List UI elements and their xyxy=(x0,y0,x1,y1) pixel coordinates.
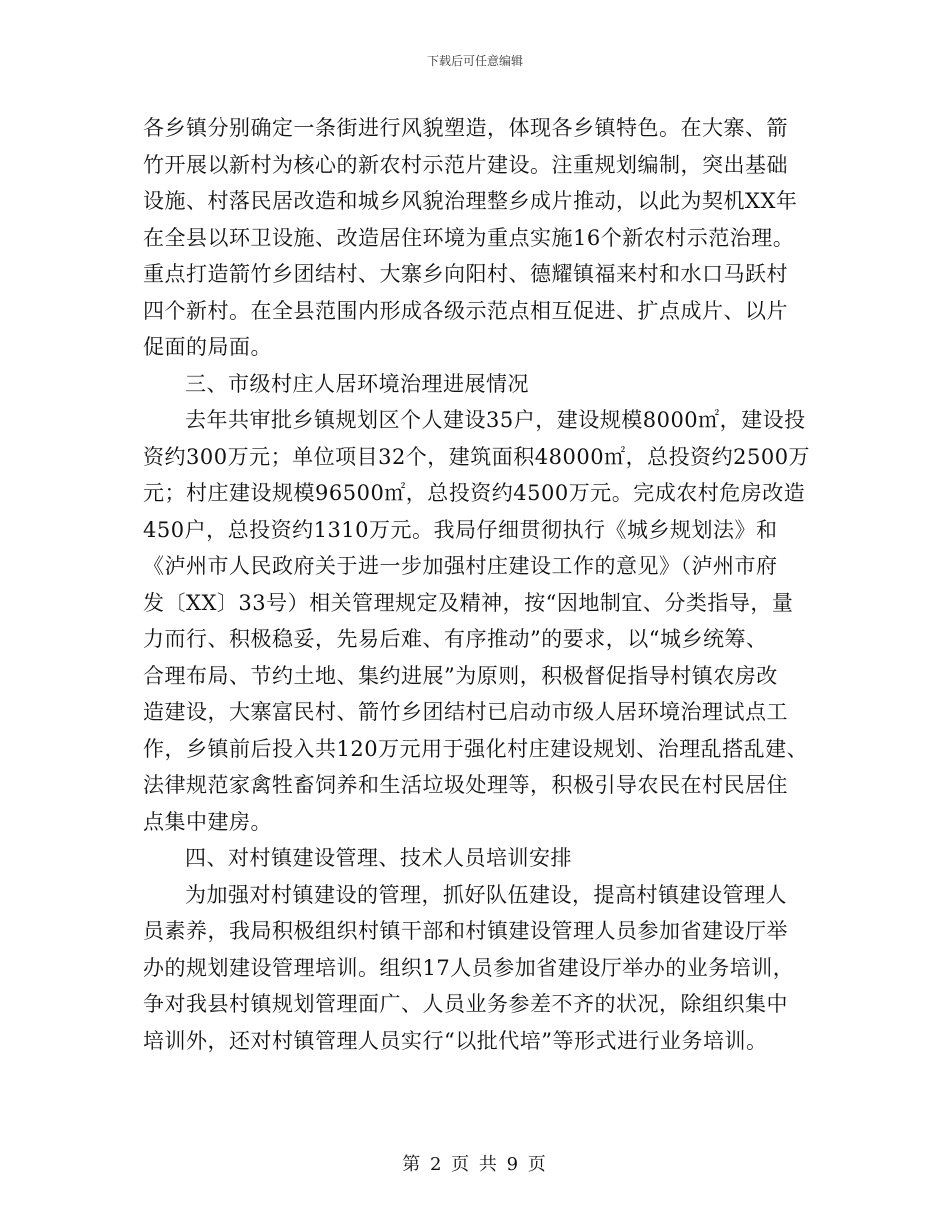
text-line: 点集中建房。 xyxy=(143,809,272,834)
text-line: 争对我县村镇规划管理面广、人员业务参差不齐的状况，除组织集中 xyxy=(143,992,788,1016)
text-line: 各乡镇分别确定一条街进行风貌塑造，体现各乡镇特色。在大寨、箭 xyxy=(143,116,788,140)
text-line: 资约300万元；单位项目32个，建筑面积48000㎡，总投资约2500万 xyxy=(143,444,811,469)
text-line: 促面的局面。 xyxy=(143,335,272,359)
text-line: 力而行、积极稳妥，先易后难、有序推动”的要求，以“城乡统筹、 xyxy=(143,627,768,651)
text-line: 员素养，我局积极组织村镇干部和村镇建设管理人员参加省建设厅举 xyxy=(143,919,788,943)
text-line: 发〔XX〕33号）相关管理规定及精神，按“因地制宜、分类指导，量 xyxy=(143,590,794,615)
text-line: 合理布局、节约土地、集约进展”为原则，积极督促指导村镇农房改 xyxy=(143,663,778,688)
text-line: 450户，总投资约1310万元。我局仔细贯彻执行《城乡规划法》和 xyxy=(143,517,778,542)
text-line: 作，乡镇前后投入共120万元用于强化村庄建设规划、治理乱搭乱建、 xyxy=(143,736,809,761)
text-line: 竹开展以新村为核心的新农村示范片建设。注重规划编制，突出基础 xyxy=(143,152,788,177)
section-heading: 四、对村镇建设管理、技术人员培训安排 xyxy=(185,846,572,870)
page-header-note: 下载后可任意编辑 xyxy=(426,54,523,68)
text-line: 元；村庄建设规模96500㎡，总投资约4500万元。完成农村危房改造 xyxy=(143,481,806,505)
text-line: 法律规范家禽牲畜饲养和生活垃圾处理等，积极引导农民在村民居住 xyxy=(143,773,788,797)
text-line: 培训外，还对村镇管理人员实行“以批代培”等形式进行业务培训。 xyxy=(143,1028,768,1053)
section-heading: 三、市级村庄人居环境治理进展情况 xyxy=(185,371,529,396)
text-line: 为加强对村镇建设的管理，抓好队伍建设，提高村镇建设管理人 xyxy=(185,882,787,907)
text-line: 设施、村落民居改造和城乡风貌治理整乡成片推动，以此为契机XX年 xyxy=(143,189,798,213)
text-line: 在全县以环卫设施、改造居住环境为重点实施16个新农村示范治理。 xyxy=(143,225,795,250)
text-line: 重点打造箭竹乡团结村、大寨乡向阳村、德耀镇福来村和水口马跃村 xyxy=(143,262,788,286)
text-line: 造建设，大寨富民村、箭竹乡团结村已启动市级人居环境治理试点工 xyxy=(143,700,788,724)
page-number: 第 2 页 共 9 页 xyxy=(402,1154,548,1175)
text-line: 去年共审批乡镇规划区个人建设35户，建设规模8000㎡，建设投 xyxy=(185,408,806,432)
document-body xyxy=(143,110,815,1059)
text-line: 《泸州市人民政府关于进一步加强村庄建设工作的意见》（泸州市府 xyxy=(143,554,778,578)
text-line: 四个新村。在全县范围内形成各级示范点相互促进、扩点成片、以片 xyxy=(143,298,788,323)
text-line: 办的规划建设管理培训。组织17人员参加省建设厅举办的业务培训， xyxy=(143,955,795,980)
